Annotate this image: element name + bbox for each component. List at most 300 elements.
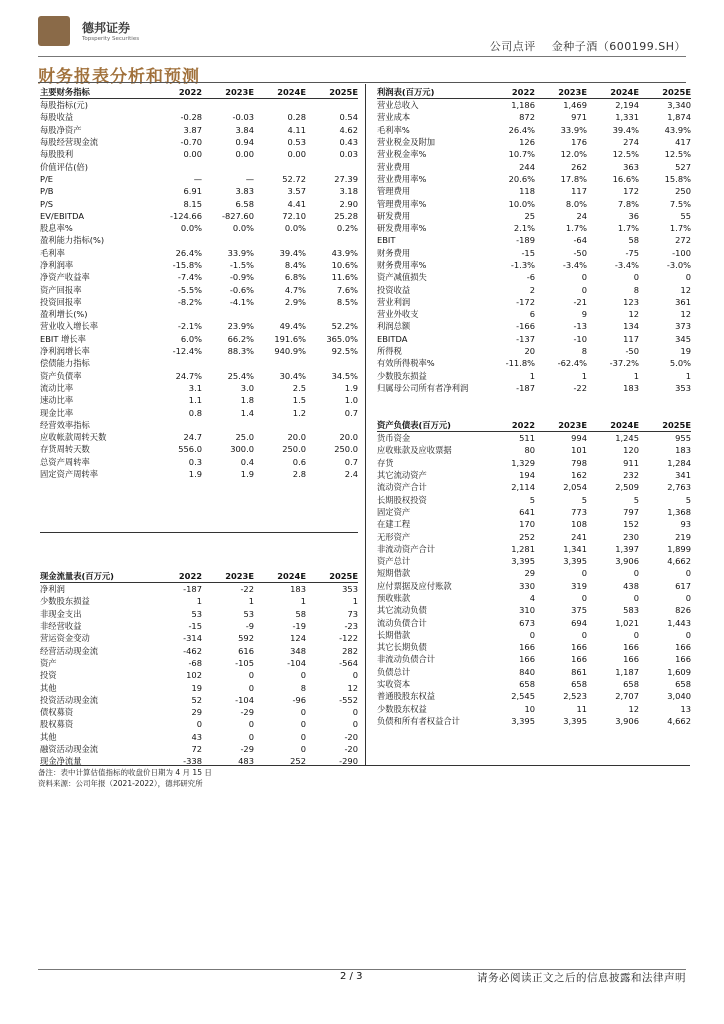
- table-row: [40, 706, 358, 718]
- cell-value: 274: [623, 137, 639, 148]
- cell-value: 53: [191, 608, 202, 619]
- table-row: [40, 443, 358, 455]
- cell-value: 29: [191, 707, 202, 718]
- cell-value: 0: [633, 629, 639, 640]
- cell-value: 26.4%: [175, 247, 202, 258]
- cell-value: -124.66: [169, 210, 202, 221]
- cell-value: 1: [196, 596, 202, 607]
- cell-value: -0.6%: [229, 284, 254, 295]
- table-row: [377, 382, 691, 394]
- cell-value: 120: [623, 445, 639, 456]
- cell-value: -564: [339, 657, 358, 668]
- cell-value: 7.6%: [336, 284, 358, 295]
- cell-value: 940.9%: [274, 346, 306, 357]
- cell-value: 658: [519, 679, 535, 690]
- cell-value: 0: [633, 568, 639, 579]
- cell-value: 840: [519, 666, 535, 677]
- row-label: 应付票据及应付账款: [377, 580, 452, 591]
- cell-value: 88.3%: [227, 346, 254, 357]
- cell-value: -5.5%: [177, 284, 202, 295]
- cell-value: 3.84: [235, 124, 254, 135]
- cell-value: 123: [623, 296, 639, 307]
- table-row: [377, 136, 691, 148]
- row-label: 短期借款: [377, 568, 411, 579]
- row-label: 流动比率: [40, 382, 74, 393]
- table-row: [377, 629, 691, 641]
- cell-value: 20: [524, 346, 535, 357]
- cell-value: -827.60: [221, 210, 254, 221]
- cell-value: 19: [191, 682, 202, 693]
- table-row: [40, 160, 358, 172]
- cell-value: 0.00: [287, 149, 306, 160]
- cell-value: 511: [519, 433, 535, 444]
- cell-value: 7.8%: [617, 198, 639, 209]
- cell-value: 80: [524, 445, 535, 456]
- cell-value: 20.0: [287, 432, 306, 443]
- cell-value: 92.5%: [331, 346, 358, 357]
- row-label: P/E: [40, 173, 54, 184]
- cell-value: 0: [581, 284, 587, 295]
- cell-value: 3.0: [240, 382, 254, 393]
- table-row: [40, 394, 358, 406]
- cell-value: -11.8%: [505, 358, 535, 369]
- row-label: 非经营收益: [40, 621, 82, 632]
- cell-value: -75: [625, 247, 639, 258]
- table-row: [377, 99, 691, 111]
- cell-value: 1.0: [344, 395, 358, 406]
- cell-value: 1,874: [667, 112, 691, 123]
- row-label: 债权募资: [40, 707, 74, 718]
- row-label: 营业费用: [377, 161, 411, 172]
- row-label: 非流动资产合计: [377, 543, 436, 554]
- cell-value: 12: [680, 284, 691, 295]
- cell-value: 272: [675, 235, 691, 246]
- cell-value: 1: [300, 596, 306, 607]
- table-row: [377, 457, 691, 469]
- table-row: [40, 210, 358, 222]
- table-row: [40, 406, 358, 418]
- cell-value: 183: [675, 445, 691, 456]
- cell-value: 55: [680, 210, 691, 221]
- cell-value: 10.0%: [508, 198, 535, 209]
- table-row: [40, 370, 358, 382]
- row-label: 少数股东损益: [40, 596, 90, 607]
- table-row: [40, 620, 358, 632]
- year-header: 2022: [511, 419, 535, 430]
- cell-value: -15: [521, 247, 535, 258]
- cell-value: 124: [290, 633, 306, 644]
- cell-value: 1,331: [615, 112, 639, 123]
- table-row: [40, 308, 358, 320]
- cell-value: 8: [581, 346, 587, 357]
- cell-value: 29: [524, 568, 535, 579]
- cell-value: 365.0%: [326, 333, 358, 344]
- cell-value: -552: [339, 694, 358, 705]
- row-label: 应收账款及应收票据: [377, 445, 452, 456]
- cell-value: 345: [675, 333, 691, 344]
- cell-value: -13: [573, 321, 587, 332]
- cell-value: 10.7%: [508, 149, 535, 160]
- cell-value: 25.28: [334, 210, 358, 221]
- cell-value: 52.72: [282, 173, 306, 184]
- row-label: 经营活动现金流: [40, 645, 99, 656]
- table-row: [40, 185, 358, 197]
- cell-value: 43.9%: [331, 247, 358, 258]
- cell-value: -50: [573, 247, 587, 258]
- cell-value: 27.39: [334, 173, 358, 184]
- cell-value: 12: [680, 309, 691, 320]
- cell-value: 0: [581, 568, 587, 579]
- cell-value: 12.5%: [612, 149, 639, 160]
- cell-value: 363: [623, 161, 639, 172]
- row-label: 现金净流量: [40, 756, 82, 767]
- cell-value: 23.9%: [227, 321, 254, 332]
- row-label: 营业收入增长率: [40, 321, 99, 332]
- cell-value: 20.6%: [508, 173, 535, 184]
- row-label: 非流动负债合计: [377, 654, 436, 665]
- year-header: 2023E: [225, 570, 254, 581]
- row-label: 投资活动现金流: [40, 694, 99, 705]
- cell-value: 12: [347, 682, 358, 693]
- table-row: [377, 555, 691, 567]
- cell-value: 117: [623, 333, 639, 344]
- income-statement-table: [377, 85, 691, 394]
- cell-value: 0.94: [235, 137, 254, 148]
- table-title: 主要财务指标: [40, 86, 90, 97]
- cell-value: 36: [628, 210, 639, 221]
- cell-value: 673: [519, 617, 535, 628]
- cell-value: 3.57: [287, 186, 306, 197]
- row-label: 营业费用率%: [377, 173, 427, 184]
- table-row: [40, 632, 358, 644]
- cell-value: 166: [519, 642, 535, 653]
- row-label: 投资: [40, 670, 57, 681]
- row-label: 流动负债合计: [377, 617, 427, 628]
- cell-value: 1,186: [511, 100, 535, 111]
- cell-value: 183: [290, 584, 306, 595]
- cell-value: 2,707: [615, 691, 639, 702]
- cell-value: 694: [571, 617, 587, 628]
- cell-value: 162: [571, 470, 587, 481]
- row-label: 毛利率: [40, 247, 65, 258]
- cell-value: 2.4: [344, 469, 358, 480]
- cell-value: 33.9%: [227, 247, 254, 258]
- row-label: 研发费用率%: [377, 223, 427, 234]
- cell-value: 0: [300, 707, 306, 718]
- table-row: [40, 283, 358, 295]
- cell-value: -68: [188, 657, 202, 668]
- table-row: [377, 543, 691, 555]
- cell-value: 166: [675, 642, 691, 653]
- cell-value: -338: [183, 756, 202, 767]
- cell-value: -122: [339, 633, 358, 644]
- cell-value: -10: [573, 333, 587, 344]
- cell-value: 1,899: [667, 543, 691, 554]
- cell-value: 250: [675, 186, 691, 197]
- cell-value: 955: [675, 433, 691, 444]
- cell-value: 330: [519, 580, 535, 591]
- table-row: [377, 580, 691, 592]
- row-label: 负债和所有者权益合计: [377, 715, 460, 726]
- cell-value: 3,340: [667, 100, 691, 111]
- table-row: [377, 185, 691, 197]
- row-label: 长期借款: [377, 629, 411, 640]
- cell-value: 1,341: [563, 543, 587, 554]
- row-label: 少数股东损益: [377, 370, 427, 381]
- cell-value: 10.6%: [331, 260, 358, 270]
- row-label: 无形资产: [377, 531, 411, 542]
- table-row: [377, 160, 691, 172]
- cell-value: —: [193, 173, 202, 184]
- cell-value: —: [245, 173, 254, 184]
- cell-value: 194: [519, 470, 535, 481]
- row-label: 预收账款: [377, 593, 411, 603]
- cell-value: 6.91: [183, 186, 202, 197]
- cell-value: 556.0: [178, 444, 202, 455]
- cell-value: -37.2%: [609, 358, 639, 369]
- cell-value: 1,609: [667, 666, 691, 677]
- cell-value: 3,040: [667, 691, 691, 702]
- row-label: 营业利润: [377, 296, 411, 307]
- cell-value: 11.6%: [331, 272, 358, 283]
- cell-value: -96: [292, 694, 306, 705]
- cell-value: 6.0%: [180, 333, 202, 344]
- logo-icon: [38, 16, 70, 46]
- cell-value: 2,763: [667, 482, 691, 493]
- cell-value: 1.1: [188, 395, 202, 406]
- table-row: [377, 481, 691, 493]
- cell-value: -20: [344, 744, 358, 754]
- table-row: [377, 432, 691, 444]
- cell-value: 5: [529, 494, 535, 505]
- table-row: [377, 283, 691, 295]
- balance-sheet-table: [377, 418, 691, 727]
- row-label: 营业税金率%: [377, 149, 427, 160]
- cell-value: 361: [675, 296, 691, 307]
- cell-value: 0: [352, 719, 358, 730]
- cell-value: 1.7%: [617, 223, 639, 234]
- row-label: 营业总收入: [377, 100, 419, 111]
- cell-value: 0: [352, 707, 358, 718]
- cell-value: 2: [529, 284, 535, 295]
- cell-value: 0: [248, 670, 254, 681]
- cell-value: 1.7%: [669, 223, 691, 234]
- table-row: [377, 296, 691, 308]
- cash-flow-table: [40, 569, 358, 767]
- cell-value: 15.8%: [664, 173, 691, 184]
- cell-value: 52.2%: [331, 321, 358, 332]
- cell-value: 1,284: [667, 457, 691, 468]
- cell-value: 4,662: [667, 715, 691, 726]
- cell-value: 2.9%: [284, 296, 306, 307]
- cell-value: 483: [238, 756, 254, 767]
- cell-value: 24: [576, 210, 587, 221]
- cell-value: 0.03: [339, 149, 358, 160]
- cell-value: -3.0%: [666, 260, 691, 270]
- cell-value: 101: [571, 445, 587, 456]
- table-row: [40, 431, 358, 443]
- row-label: 研发费用: [377, 210, 411, 221]
- table-row: [377, 518, 691, 530]
- row-label: 财务费用率%: [377, 260, 427, 270]
- table-row: [377, 506, 691, 518]
- row-label: 现金比率: [40, 407, 74, 418]
- row-label: 实收资本: [377, 679, 411, 690]
- cell-value: 1.8: [240, 395, 254, 406]
- year-header: 2024E: [277, 86, 306, 97]
- cell-value: 172: [623, 186, 639, 197]
- cell-value: 5: [633, 494, 639, 505]
- cell-value: -0.03: [232, 112, 254, 123]
- cell-value: 592: [238, 633, 254, 644]
- cell-value: 0: [581, 593, 587, 603]
- cell-value: 3,395: [511, 715, 535, 726]
- cell-value: 43: [191, 731, 202, 742]
- cell-value: 0: [300, 731, 306, 742]
- year-header: 2025E: [662, 419, 691, 430]
- cell-value: 0.7: [344, 407, 358, 418]
- cell-value: -8.2%: [177, 296, 202, 307]
- cell-value: 0.3: [188, 456, 202, 467]
- cell-value: 617: [675, 580, 691, 591]
- row-label: 价值评估(倍): [40, 161, 88, 172]
- cell-value: 1: [248, 596, 254, 607]
- cell-value: -172: [516, 296, 535, 307]
- table-row: [40, 743, 358, 755]
- logo-name-en: Topsperity Securities: [82, 36, 140, 42]
- header-info: [490, 38, 686, 54]
- page-number: 2 / 3: [340, 971, 363, 982]
- row-label: 每股收益: [40, 112, 74, 123]
- cell-value: 658: [675, 679, 691, 690]
- cell-value: 8: [633, 284, 639, 295]
- cell-value: 24.7%: [175, 370, 202, 381]
- cell-value: 39.4%: [612, 124, 639, 135]
- cell-value: 6.8%: [284, 272, 306, 283]
- cell-value: -137: [516, 333, 535, 344]
- cell-value: 1.9: [344, 382, 358, 393]
- table-row: [377, 666, 691, 678]
- table-row: [40, 136, 358, 148]
- row-label: 固定资产: [377, 506, 411, 517]
- cell-value: 1: [581, 370, 587, 381]
- cell-value: 93: [680, 519, 691, 530]
- row-label: 融资活动现金流: [40, 744, 99, 754]
- table-row: [40, 173, 358, 185]
- row-label: 股息率%: [40, 223, 73, 234]
- table-row: [40, 583, 358, 595]
- cell-value: 0: [633, 593, 639, 603]
- row-label: 长期股权投资: [377, 494, 427, 505]
- table-row: [377, 111, 691, 123]
- cell-value: -1.3%: [510, 260, 535, 270]
- year-header: 2025E: [329, 86, 358, 97]
- cell-value: 0.6: [292, 456, 306, 467]
- table-row: [40, 357, 358, 369]
- cell-value: 34.5%: [331, 370, 358, 381]
- cell-value: 33.9%: [560, 124, 587, 135]
- cell-value: 773: [571, 506, 587, 517]
- table-row: [40, 468, 358, 480]
- cell-value: 230: [623, 531, 639, 542]
- cell-value: 2,509: [615, 482, 639, 493]
- cell-value: 20.0: [339, 432, 358, 443]
- cell-value: 8.4%: [284, 260, 306, 270]
- row-label: 管理费用: [377, 186, 411, 197]
- table-row: [377, 197, 691, 209]
- cell-value: 8.5%: [336, 296, 358, 307]
- table-row: [377, 308, 691, 320]
- table-row: [377, 444, 691, 456]
- cell-value: 166: [675, 654, 691, 665]
- cell-value: 0: [248, 731, 254, 742]
- cell-value: -104: [287, 657, 306, 668]
- cell-value: 252: [519, 531, 535, 542]
- cell-value: 58: [628, 235, 639, 246]
- table-title: 资产负债表(百万元): [377, 419, 451, 430]
- cell-value: 4.11: [287, 124, 306, 135]
- cell-value: 348: [290, 645, 306, 656]
- cell-value: 6.58: [235, 198, 254, 209]
- table-title: 利润表(百万元): [377, 86, 435, 97]
- cell-value: 58: [295, 608, 306, 619]
- cell-value: 9: [581, 309, 587, 320]
- cell-value: 1: [529, 370, 535, 381]
- table-header-row: [40, 569, 358, 583]
- cell-value: 72.10: [282, 210, 306, 221]
- cell-value: 1,281: [511, 543, 535, 554]
- cell-value: -189: [516, 235, 535, 246]
- header-divider: [38, 56, 686, 57]
- cell-value: 0.28: [287, 112, 306, 123]
- cell-value: 3.83: [235, 186, 254, 197]
- row-label: 有效所得税率%: [377, 358, 435, 369]
- cell-value: 183: [623, 382, 639, 393]
- row-label: 营业外收支: [377, 309, 419, 320]
- table-row: [377, 678, 691, 690]
- cell-value: -9: [245, 621, 254, 632]
- row-label: 存货周转天数: [40, 444, 90, 455]
- table-row: [377, 259, 691, 271]
- cell-value: 994: [571, 433, 587, 444]
- table-row: [40, 419, 358, 431]
- table-row: [377, 592, 691, 604]
- cell-value: 39.4%: [279, 247, 306, 258]
- row-label: 普通股股东权益: [377, 691, 436, 702]
- cell-value: 527: [675, 161, 691, 172]
- row-label: 财务费用: [377, 247, 411, 258]
- cell-value: 24.7: [183, 432, 202, 443]
- cell-value: 616: [238, 645, 254, 656]
- cell-value: 19: [680, 346, 691, 357]
- cell-value: 0: [196, 719, 202, 730]
- cell-value: 0.0%: [180, 223, 202, 234]
- cell-value: 250.0: [334, 444, 358, 455]
- cell-value: -22: [573, 382, 587, 393]
- cell-value: 2,523: [563, 691, 587, 702]
- company-ticker: 金种子酒（600199.SH）: [551, 40, 686, 53]
- cell-value: 2.90: [339, 198, 358, 209]
- year-header: 2023E: [225, 86, 254, 97]
- cell-value: 872: [519, 112, 535, 123]
- row-label: 盈利增长(%): [40, 309, 88, 320]
- row-label: EBIT: [377, 235, 396, 246]
- cell-value: 2,545: [511, 691, 535, 702]
- table-row: [40, 382, 358, 394]
- cell-value: 30.4%: [279, 370, 306, 381]
- row-label: 营业成本: [377, 112, 411, 123]
- cell-value: 300.0: [230, 444, 254, 455]
